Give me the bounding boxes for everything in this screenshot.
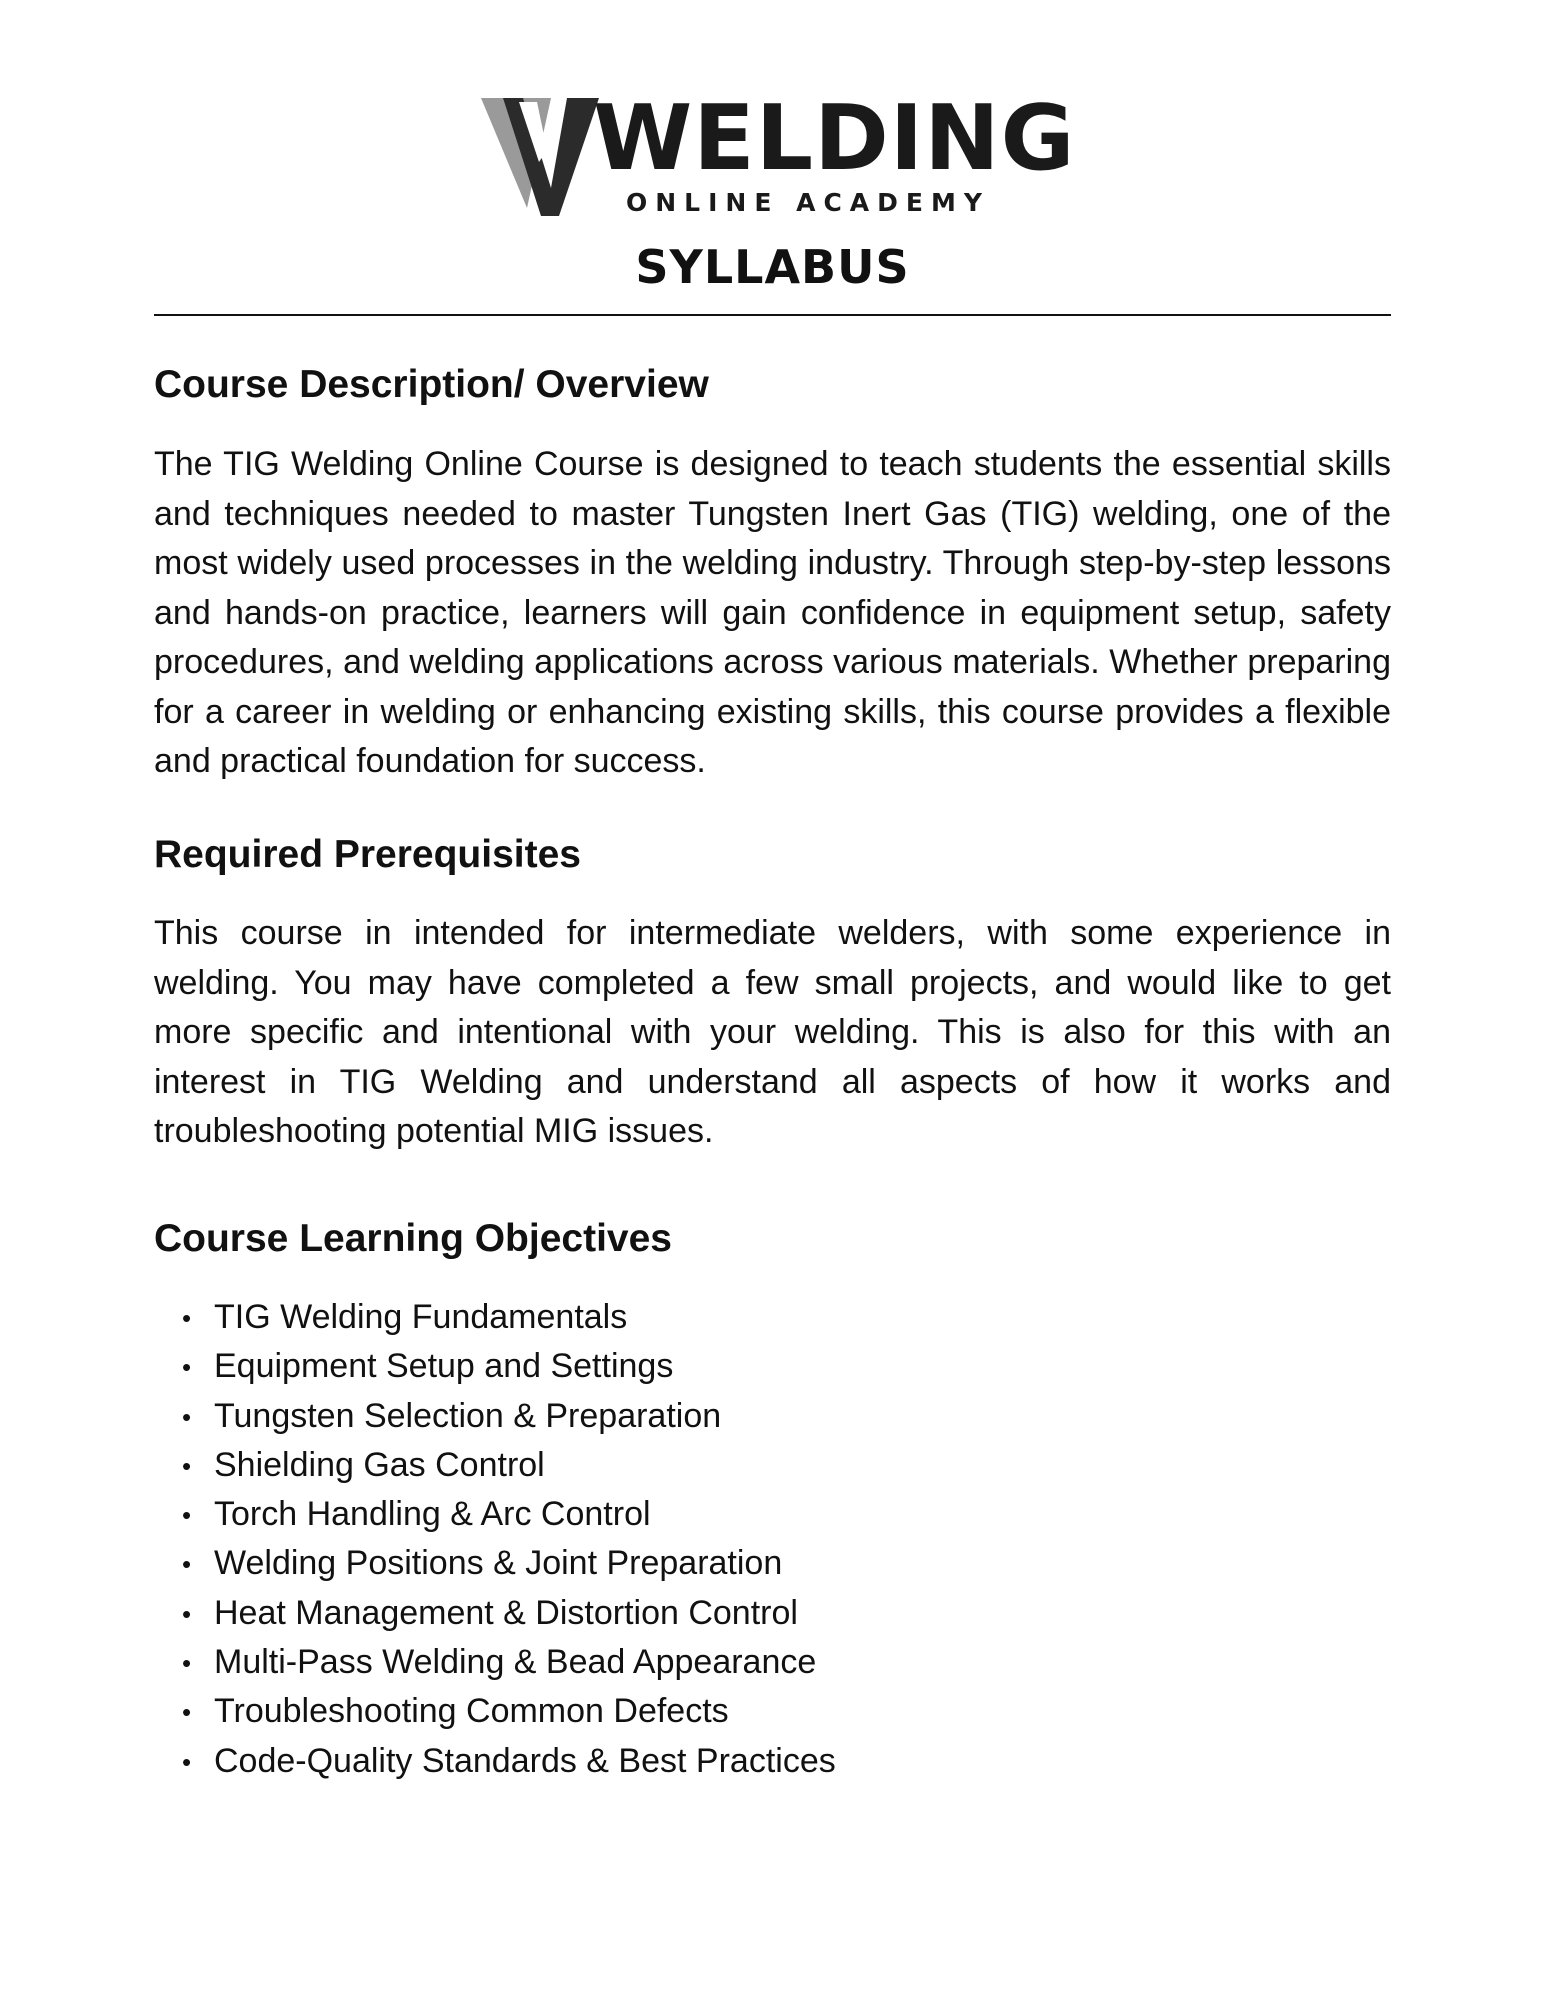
prerequisites-body: This course in intended for intermediate welders, with some experience in welding. You may have completed a few small projects, and would like to get more specific and intentional with your welding. This is also for this with an interest in TIG Welding and understand all aspects of how it works and troubleshooting potential MIG issues. — [154, 914, 1391, 1150]
overview-body: The TIG Welding Online Course is designed to teach students the essential skills and techniques needed to master Tungsten Inert Gas (TIG) welding, one of the most widely used processes in the welding industry. Through step-by-step lessons and hands-on practice, learners will gain confidence in equipment setup, safety procedures, and welding applications across various materials. Whether preparing for a career in welding or enhancing existing skills, this course provides a flexible and practical foundation for success. — [154, 445, 1391, 780]
list-item: • Code-Quality Standards & Best Practices — [214, 1737, 836, 1786]
overview-heading: Course Description/ Overview — [154, 363, 709, 406]
welding-academy-logo — [481, 86, 1076, 224]
list-item: • Multi-Pass Welding & Bead Appearance — [214, 1638, 836, 1687]
list-item: • Welding Positions & Joint Preparation — [214, 1539, 836, 1588]
prerequisites-heading: Required Prerequisites — [154, 833, 581, 876]
logo-subtitle: ONLINE ACADEMY — [626, 188, 990, 217]
list-item: • Equipment Setup and Settings — [214, 1342, 836, 1391]
list-item: • Shielding Gas Control — [214, 1441, 836, 1490]
list-item: • Heat Management & Distortion Control — [214, 1589, 836, 1638]
list-item: • TIG Welding Fundamentals — [214, 1293, 836, 1342]
logo-wordmark: WELDING — [593, 86, 1076, 191]
objectives-list — [154, 1293, 836, 1786]
list-item: • Troubleshooting Common Defects — [214, 1687, 836, 1736]
objectives-heading: Course Learning Objectives — [154, 1217, 672, 1260]
list-item: • Torch Handling & Arc Control — [214, 1490, 836, 1539]
document-title: SYLLABUS — [635, 240, 910, 294]
logo-w-mark-icon — [481, 92, 601, 224]
title-divider — [154, 314, 1391, 316]
list-item: • Tungsten Selection & Preparation — [214, 1392, 836, 1441]
